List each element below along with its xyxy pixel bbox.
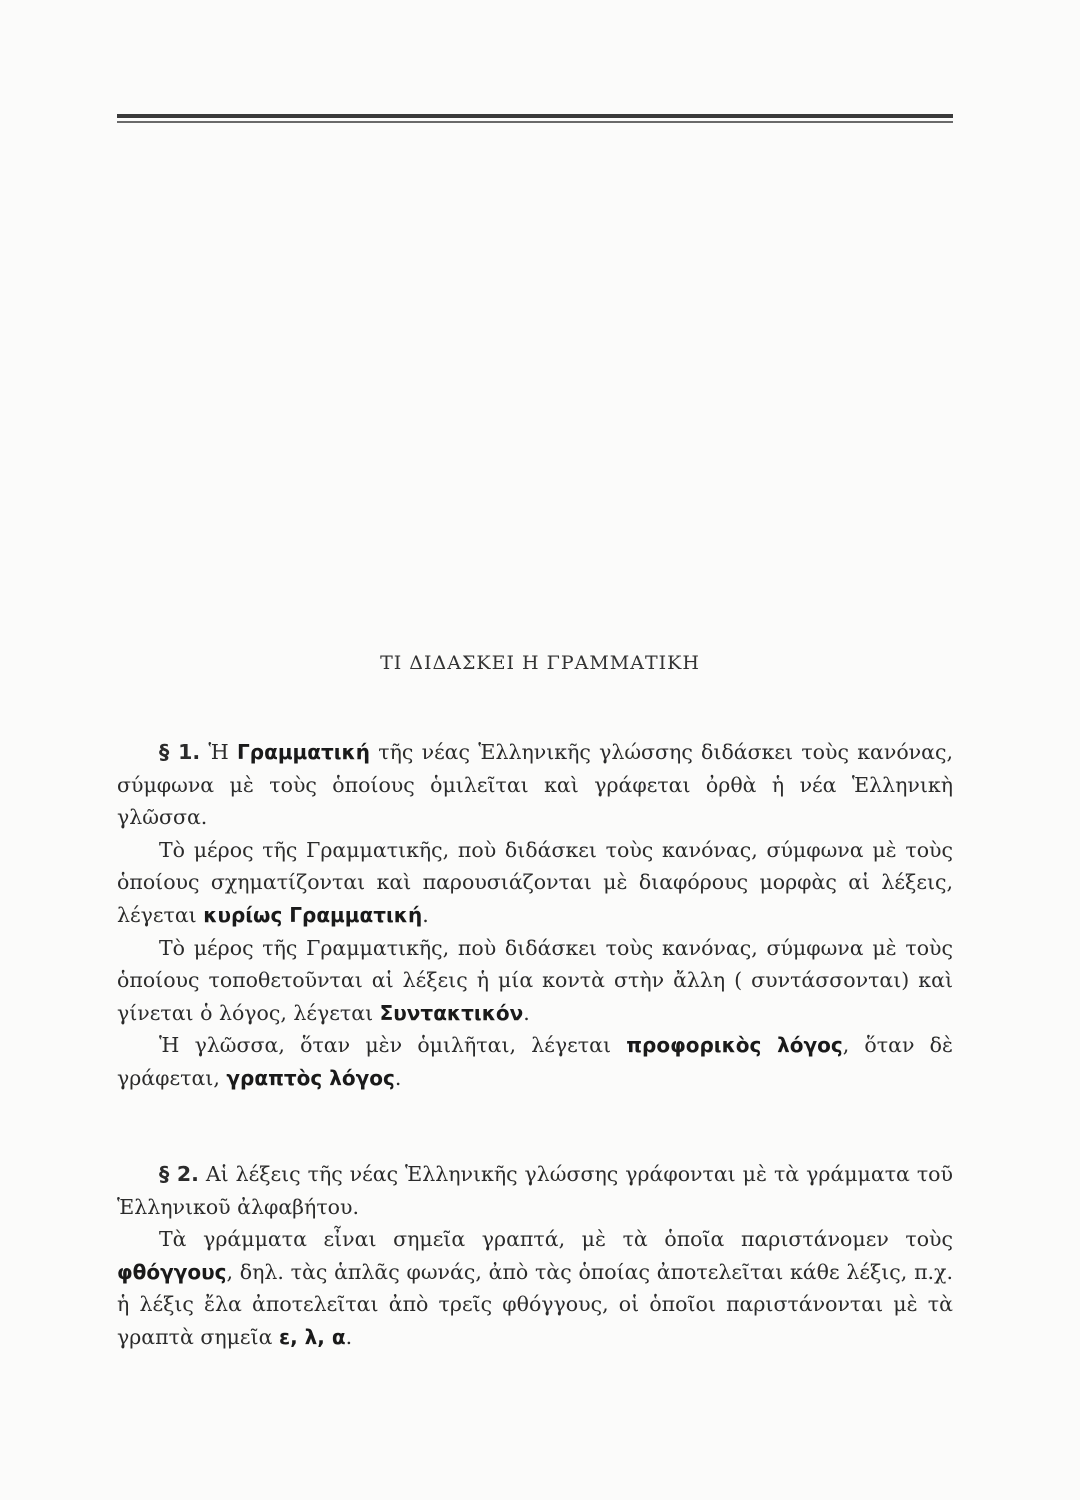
page-heading: ΤΙ ΔΙΔΑΣΚΕΙ Η ΓΡΑΜΜΑΤΙΚΗ — [380, 652, 700, 674]
text-run: Τὸ μέρος τῆς Γραμματικῆς, ποὺ διδάσκει τοὺς κανόνας, σύμφωνα μὲ τοὺς ὁποίους τοποθετοῦνται αἱ λέξεις ἡ μία κοντὰ στὴν ἄλλη ( συντάσσονται) καὶ γίνεται ὁ λόγος, λέγεται — [117, 935, 953, 1025]
section-1-paragraph-2 — [117, 834, 953, 932]
section-2 — [117, 1158, 953, 1354]
header-rule-thin — [117, 121, 953, 123]
text-run: Ἡ — [200, 740, 238, 764]
text-run: Τὸ μέρος τῆς Γραμματικῆς, ποὺ διδάσκει τοὺς κανόνας, σύμφωνα μὲ τοὺς ὁποίους σχηματίζονται καὶ παρουσιάζονται μὲ διαφόρους μορφὰς αἱ λέξεις, λέγεται — [117, 837, 953, 927]
bold-term: γραπτὸς λόγος — [226, 1065, 395, 1090]
section-2-paragraph-2 — [117, 1223, 953, 1353]
text-run: Τὰ γράμματα εἶναι σημεῖα γραπτά, μὲ τὰ ὁποῖα παριστάνομεν τοὺς — [159, 1227, 953, 1252]
text-run: τῆς νέας Ἑλληνικῆς γλώσσης διδάσκει τοὺς κανόνας, σύμφωνα μὲ τοὺς ὁποίους ὁμιλεῖται καὶ γράφεται ὀρθὰ ἡ νέα Ἑλληνικὴ γλῶσσα. — [117, 740, 953, 830]
header-rule-thick — [117, 114, 953, 118]
bold-term: φθόγγους — [117, 1259, 227, 1284]
section-number: § 1. — [159, 740, 201, 764]
bold-term: Συντακτικόν — [379, 1000, 524, 1025]
section-1 — [117, 736, 953, 1095]
text-run: Αἱ λέξεις τῆς νέας Ἑλληνικῆς γλώσσης γράφονται μὲ τὰ γράμματα τοῦ Ἑλληνικοῦ ἀλφαβήτου. — [117, 1162, 953, 1219]
bold-term: ε, λ, α — [278, 1324, 346, 1349]
section-2-paragraph-1 — [117, 1158, 953, 1223]
section-1-paragraph-4 — [117, 1029, 953, 1094]
section-1-paragraph-3 — [117, 932, 953, 1030]
text-run: , δηλ. τὰς ἁπλᾶς φωνάς, ἀπὸ τὰς ὁποίας ἀποτελεῖται κάθε λέξις, π.χ. ἡ λέξις ἔλα ἀποτελεῖται ἀπὸ τρεῖς φθόγγους, οἱ ὁποῖοι παριστάνονται μὲ τὰ γραπτὰ σημεῖα — [117, 1259, 953, 1349]
text-run: . — [394, 1065, 402, 1090]
text-run: , ὅταν δὲ γράφεται, — [117, 1033, 953, 1090]
text-run: Ἡ γλῶσσα, ὅταν μὲν ὁμιλῆται, λέγεται — [159, 1033, 627, 1058]
section-number: § 2. — [159, 1162, 199, 1186]
bold-term: προφορικὸς λόγος — [626, 1033, 843, 1058]
text-run: . — [345, 1324, 353, 1349]
bold-term: Γραμματική — [237, 740, 370, 764]
section-1-paragraph-1 — [117, 736, 953, 834]
bold-term: κυρίως Γραμματική — [203, 902, 423, 927]
text-run: . — [422, 902, 429, 927]
text-run: . — [523, 1000, 530, 1025]
